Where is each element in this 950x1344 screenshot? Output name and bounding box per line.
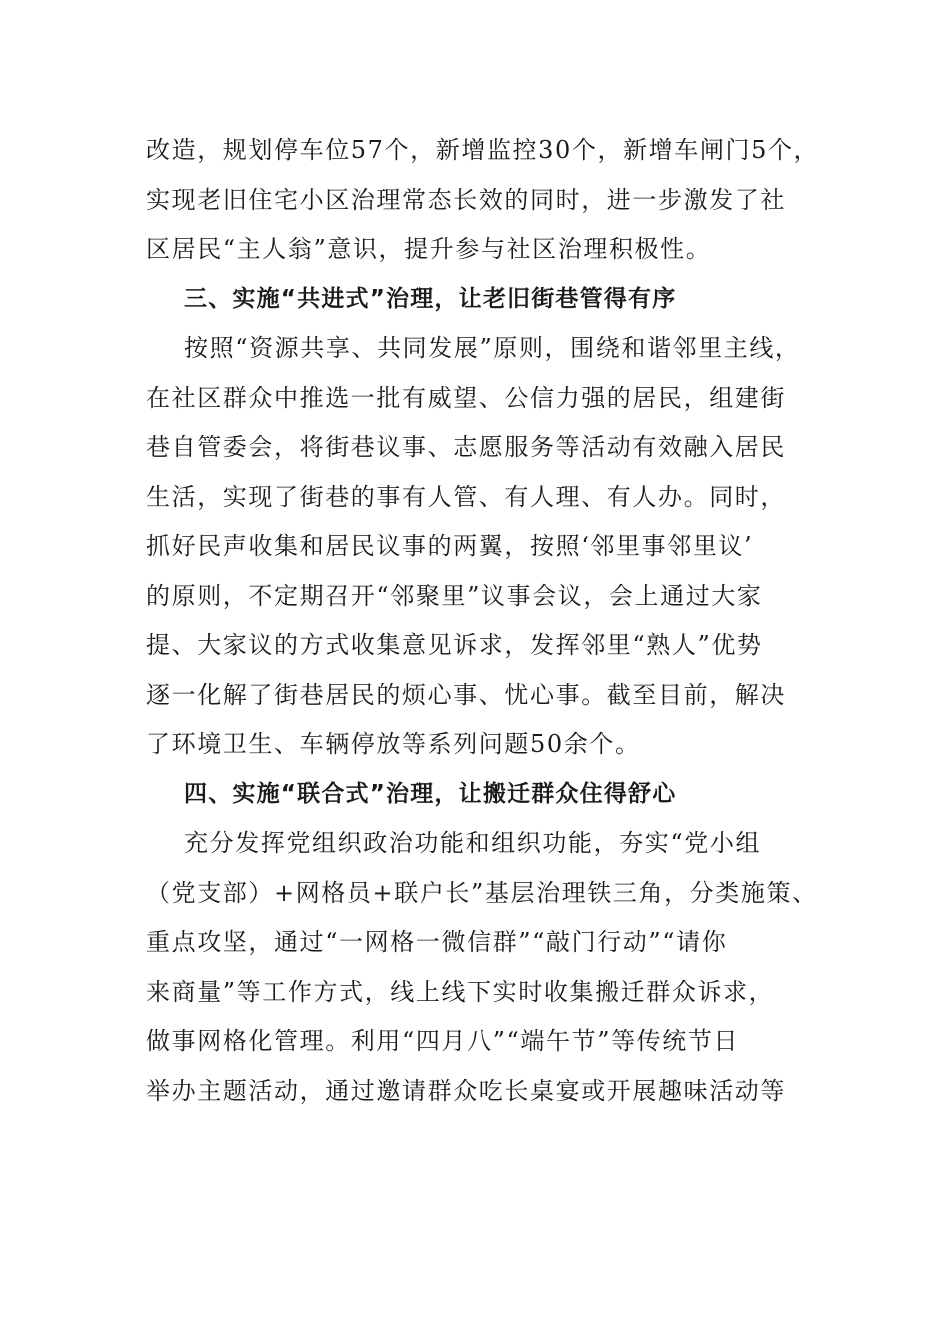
document-body (146, 126, 820, 1116)
section-heading-3: 三、实施“共进式”治理，让老旧街巷管得有序 (184, 285, 677, 312)
body-text-line: 逐一化解了街巷居民的烦心事、忧心事。截至目前，解决 (146, 680, 786, 709)
body-text-line: 的原则，不定期召开“邻聚里”议事会议，会上通过大家 (146, 581, 763, 610)
body-text-line: 生活，实现了街巷的事有人管、有人理、有人办。同时， (146, 482, 786, 511)
body-text-line: 改造，规划停车位57个，新增监控30个，新增车闸门5个， (146, 136, 820, 164)
body-text-line: 实现老旧住宅小区治理常态长效的同时，进一步激发了社 (146, 185, 786, 214)
body-text-line: 抓好民声收集和居民议事的两翼，按照‘邻里事邻里议’ (146, 532, 754, 560)
body-text-line: 在社区群众中推选一批有威望、公信力强的居民，组建街 (146, 383, 786, 412)
body-text-line: 来商量”等工作方式，线上线下实时收集搬迁群众诉求， (146, 977, 775, 1006)
body-text-line: 提、大家议的方式收集意见诉求，发挥邻里“熟人”优势 (146, 631, 763, 659)
body-text-line: 巷自管委会，将街巷议事、志愿服务等活动有效融入居民 (146, 433, 786, 461)
body-text-line: 区居民“主人翁”意识，提升参与社区治理积极性。 (146, 235, 712, 263)
section-heading-4: 四、实施“联合式”治理，让搬迁群众住得舒心 (184, 780, 677, 807)
body-text-line: （党支部）+网格员+联户长”基层治理铁三角，分类施策、 (146, 878, 818, 907)
body-text-line: 按照“资源共享、共同发展”原则，围绕和谐邻里主线， (184, 334, 801, 362)
body-text-line: 了环境卫生、车辆停放等系列问题50余个。 (146, 730, 641, 758)
body-text-line: 充分发挥党组织政治功能和组织功能，夯实“党小组 (184, 829, 762, 857)
body-text-line: 举办主题活动，通过邀请群众吃长桌宴或开展趣味活动等 (146, 1076, 786, 1105)
body-text-line: 重点攻坚，通过“一网格一微信群”“敲门行动”“请你 (146, 928, 728, 956)
body-text-line: 做事网格化管理。利用“四月八”“端午节”等传统节日 (146, 1027, 740, 1055)
